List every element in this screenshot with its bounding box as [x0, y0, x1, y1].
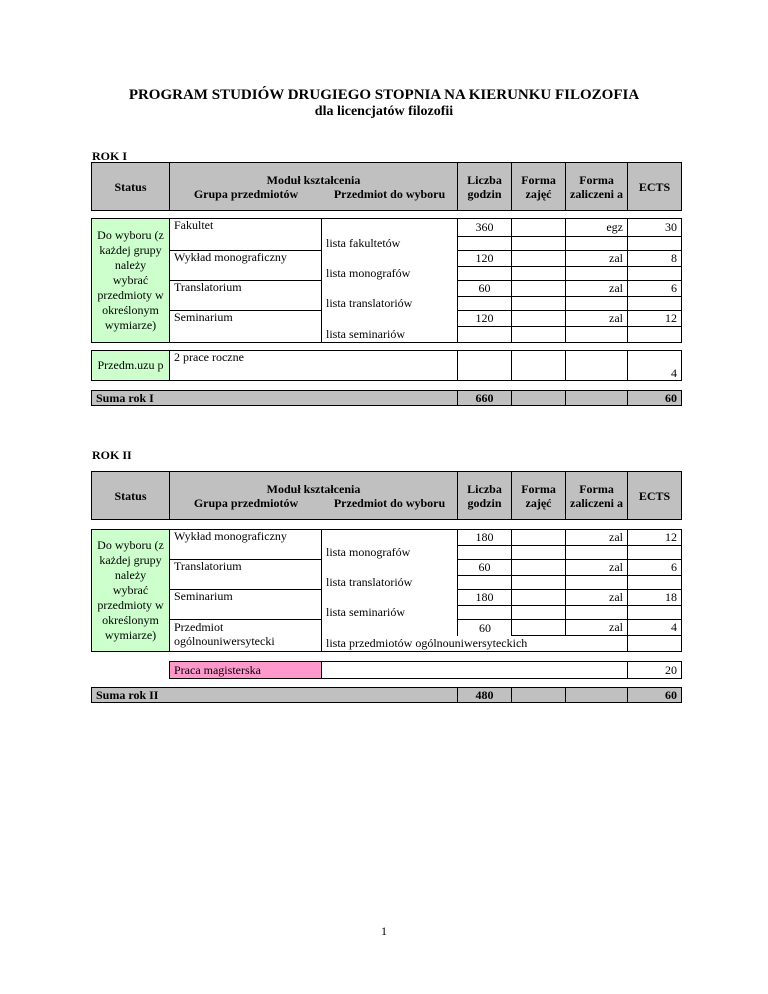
header-status: Status [92, 472, 170, 520]
header-forma-zajec: Forma zajęć [512, 472, 566, 520]
lista-cell: lista seminariów [322, 327, 458, 343]
ects-cell: 12 [628, 311, 682, 327]
ects-cell: 18 [628, 590, 682, 606]
header-modul [170, 472, 458, 520]
ects-cell: 4 [628, 620, 682, 636]
header-przedmiot: Przedmiot do wyboru [333, 495, 446, 510]
zaliczenie-cell: zal [566, 620, 628, 636]
header-grupa: Grupa przedmiotów [193, 495, 299, 510]
praca-ects: 20 [628, 662, 682, 679]
header-status: Status [92, 163, 170, 211]
lista-cell: lista monografów [322, 267, 458, 281]
zaliczenie-cell: zal [566, 560, 628, 576]
rok1-table [91, 162, 682, 406]
godziny-cell: 180 [458, 590, 512, 606]
table-row [92, 620, 682, 636]
header-ects: ECTS [628, 472, 682, 520]
header-forma-zaliczenia: Forma zaliczeni a [566, 472, 628, 520]
zaliczenie-cell: egz [566, 219, 628, 237]
przedm-uzup-row [92, 351, 682, 381]
lista-cell: lista translatoriów [322, 576, 458, 590]
suma-rok1-row [92, 391, 682, 406]
grupa-cell: Translatorium [170, 281, 322, 311]
rok1-label: ROK I [92, 149, 128, 163]
table-row [92, 560, 682, 576]
table-row [92, 219, 682, 237]
rok2-status-cell: Do wyboru (z każdej grupy należy wybrać przedmioty w określonym wymiarze) [92, 530, 170, 652]
header-modul-title: Moduł kształcenia [266, 172, 361, 187]
suma-rok2-ects: 60 [628, 688, 682, 703]
header-modul-title: Moduł kształcenia [266, 481, 361, 496]
suma-rok2-godziny: 480 [458, 688, 512, 703]
zaliczenie-cell: zal [566, 251, 628, 267]
lista-cell: lista seminariów [322, 606, 458, 620]
rok2-label: ROK II [92, 448, 132, 462]
godziny-cell: 120 [458, 311, 512, 327]
lista-cell: lista translatoriów [322, 297, 458, 311]
zaliczenie-cell: zal [566, 530, 628, 546]
rok1-status-cell: Do wyboru (z każdej grupy należy wybrać przedmioty w określonym wymiarze) [92, 219, 170, 343]
godziny-cell: 120 [458, 251, 512, 267]
ects-cell: 30 [628, 219, 682, 237]
header-liczba: Liczba godzin [458, 163, 512, 211]
header-przedmiot: Przedmiot do wyboru [333, 186, 446, 201]
suma-rok2-label: Suma rok II [92, 688, 458, 703]
lista-cell: lista przedmiotów ogólnouniwersyteckich [326, 636, 528, 650]
header-liczba: Liczba godzin [458, 472, 512, 520]
header-forma-zajec: Forma zajęć [512, 163, 566, 211]
godziny-cell: 60 [479, 621, 491, 635]
przedm-uzup-grupa: 2 prace roczne [170, 351, 458, 381]
ects-cell: 6 [628, 560, 682, 576]
ects-cell: 12 [628, 530, 682, 546]
grupa-cell: Translatorium [170, 560, 322, 590]
header-grupa: Grupa przedmiotów [193, 186, 299, 201]
table-row [92, 281, 682, 297]
przedm-uzup-ects: 4 [628, 351, 682, 381]
grupa-cell: Fakultet [170, 219, 322, 251]
rok2-header-row [92, 472, 682, 520]
zaliczenie-cell: zal [566, 590, 628, 606]
table-row [92, 590, 682, 606]
suma-rok1-ects: 60 [628, 391, 682, 406]
grupa-cell: Przedmiot ogólnouniwersytecki [170, 620, 322, 652]
godziny-cell: 180 [458, 530, 512, 546]
godziny-cell: 60 [458, 560, 512, 576]
praca-row [92, 662, 682, 679]
document-subtitle: dla licencjatów filozofii [314, 104, 454, 119]
przedm-uzup-status: Przedm.uzu p [92, 351, 170, 381]
table-row [92, 311, 682, 327]
suma-rok1-label: Suma rok I [92, 391, 458, 406]
rok1-header-row [92, 163, 682, 211]
ects-cell: 6 [628, 281, 682, 297]
grupa-cell: Seminarium [170, 311, 322, 343]
suma-rok1-godziny: 660 [458, 391, 512, 406]
zaliczenie-cell: zal [566, 281, 628, 297]
ects-cell: 8 [628, 251, 682, 267]
lista-cell: lista fakultetów [322, 237, 458, 251]
header-ects: ECTS [628, 163, 682, 211]
header-forma-zaliczenia: Forma zaliczeni a [566, 163, 628, 211]
praca-grupa: Praca magisterska [170, 662, 322, 679]
table-row [92, 530, 682, 546]
grupa-cell: Seminarium [170, 590, 322, 620]
header-modul [170, 163, 458, 211]
zaliczenie-cell: zal [566, 311, 628, 327]
godziny-cell: 360 [458, 219, 512, 237]
document-title: PROGRAM STUDIÓW DRUGIEGO STOPNIA NA KIERUNKU FILOZOFIA [128, 87, 640, 103]
suma-rok2-row [92, 688, 682, 703]
grupa-cell: Wykład monograficzny [170, 251, 322, 281]
grupa-cell: Wykład monograficzny [170, 530, 322, 560]
godziny-cell: 60 [458, 281, 512, 297]
rok2-table [91, 471, 682, 703]
table-row [92, 251, 682, 267]
page-number: 1 [381, 924, 387, 938]
lista-cell: lista monografów [322, 546, 458, 560]
